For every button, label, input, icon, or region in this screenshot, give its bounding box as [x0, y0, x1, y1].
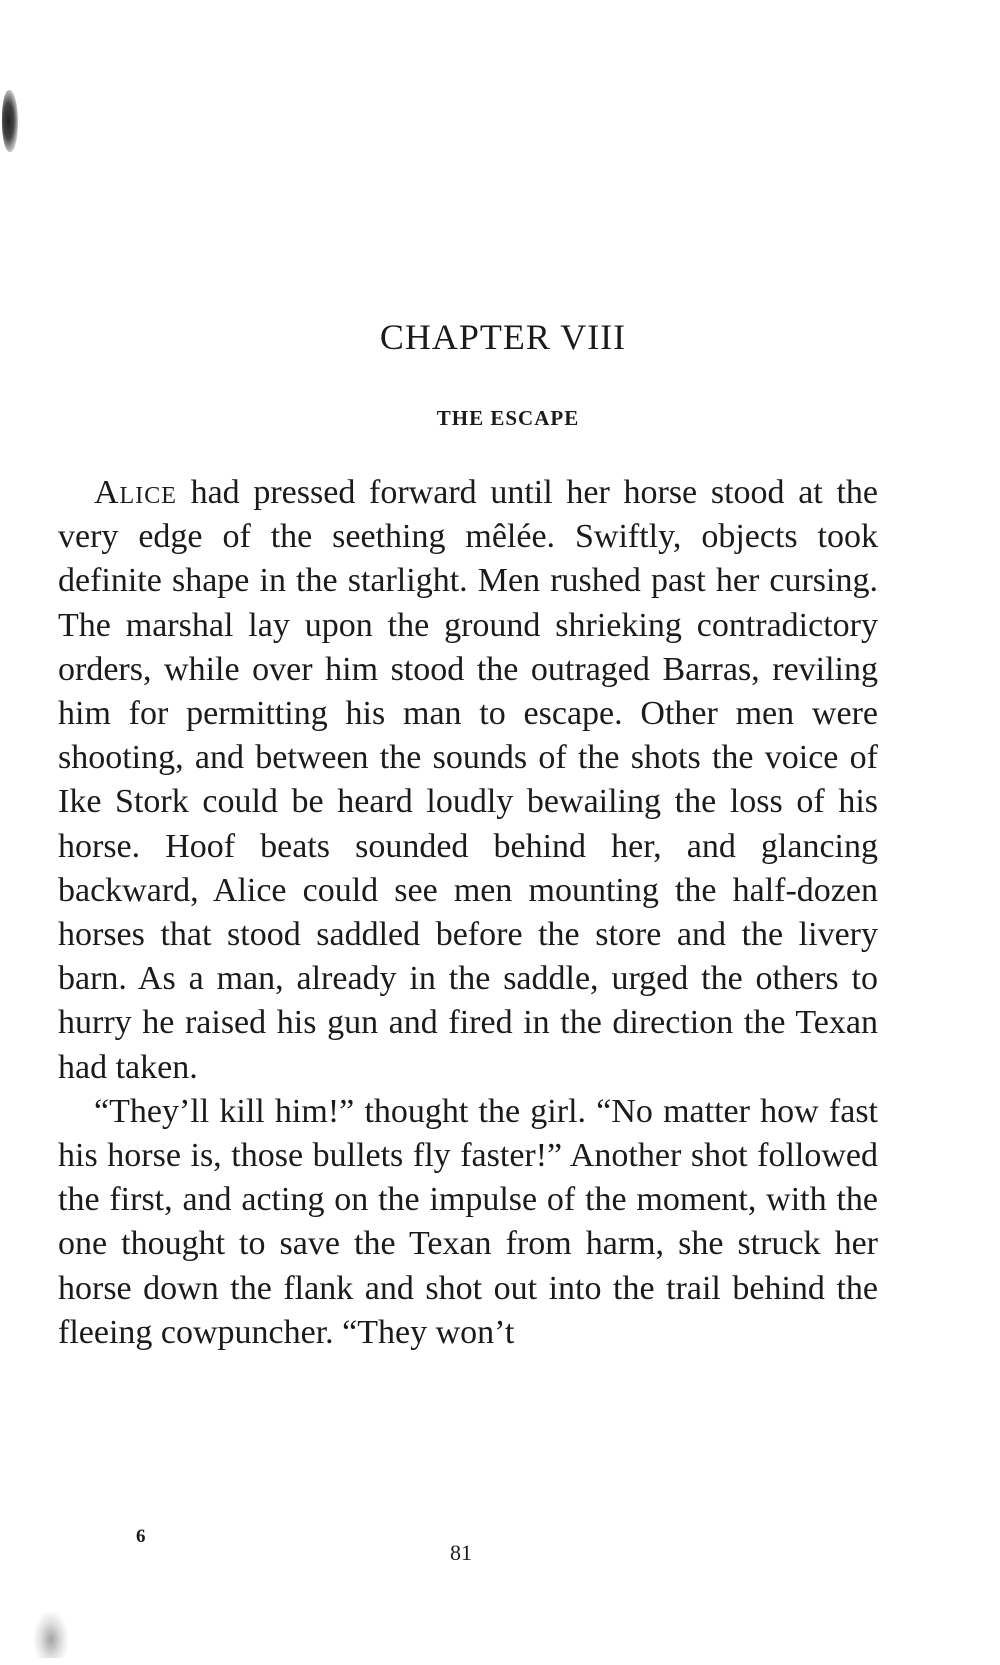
paragraph-1-text: had pressed forward until her horse stood at the very edge of the seething mêlée. Swiftly, objects took definite shape in the starlight. Men rushed past her cursing. The marshal lay upon the ground shrieking contradictory orders, while over him stood the outraged Barras, reviling him for permitting his man to escape. Other men were shooting, and between the sounds of the shots the voice of Ike Stork could be heard loudly bewailing the loss of his horse. Hoof beats sounded behind her, and glancing backward, Alice could see men mounting the half-dozen horses that stood saddled before the store and the livery barn. As a man, already in the saddle, urged the others to hurry he raised his gun and fired in the direction the Texan had taken. [58, 474, 878, 1086]
chapter-body [58, 471, 878, 1355]
ink-blot-mark [2, 90, 18, 152]
chapter-heading: CHAPTER VIII [379, 317, 627, 357]
paper-stain-mark [34, 1612, 68, 1658]
paragraph-lead-word: Alice [94, 474, 177, 511]
page-number: 81 [450, 1540, 472, 1565]
paragraph-1 [58, 471, 878, 1090]
chapter-title: THE ESCAPE [436, 406, 580, 430]
paragraph-2: “They’ll kill him!” thought the girl. “No matter how fast his horse is, those bullets fly faster!” Another shot followed the first, and acting on the impulse of the moment, with the one thought to save the Texan from harm, she struck her horse down the flank and shot out into the trail behind the fleeing cowpuncher. “They won’t [58, 1092, 878, 1351]
signature-mark: 6 [136, 1526, 146, 1547]
